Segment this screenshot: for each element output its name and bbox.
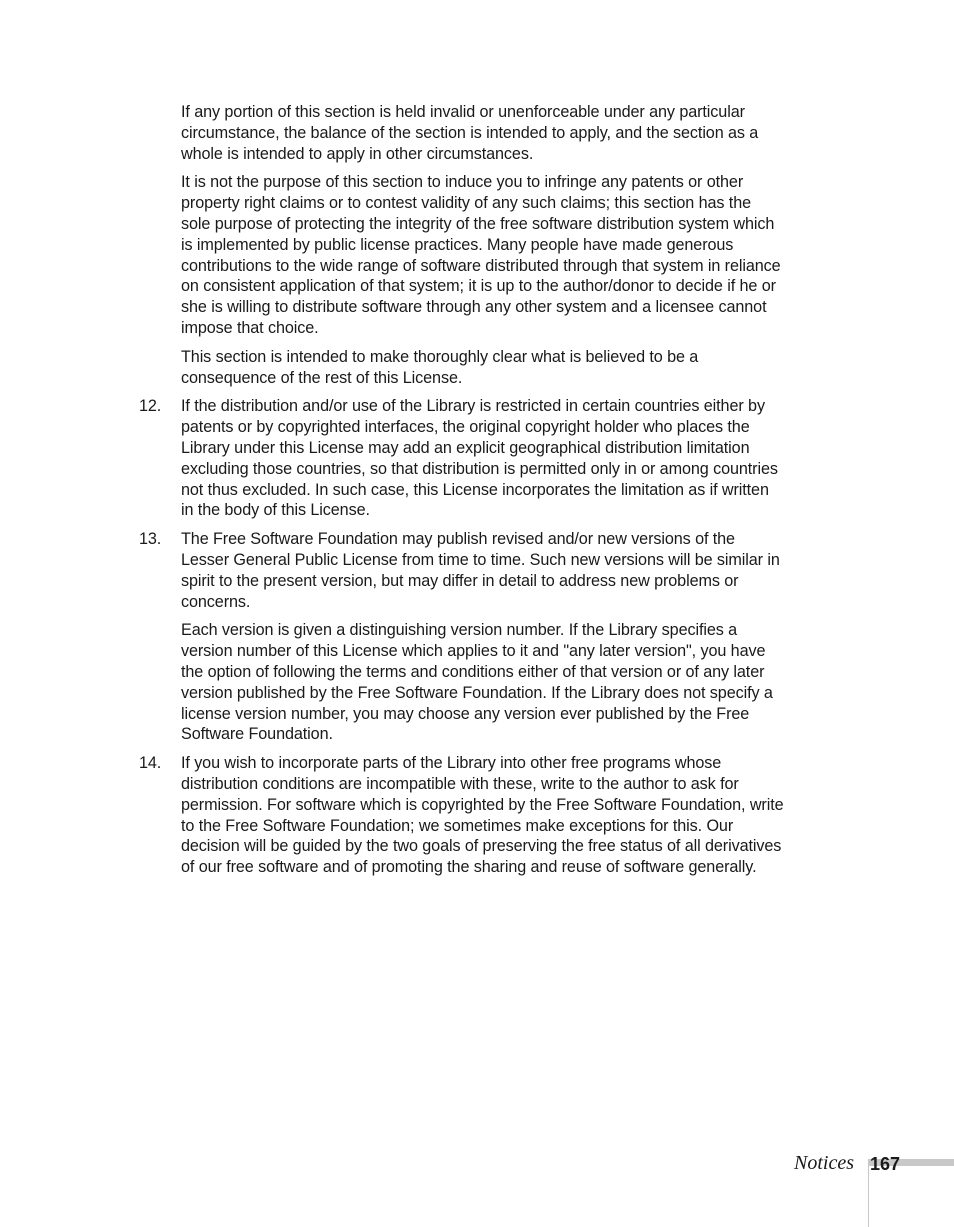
page-number: 167: [870, 1154, 901, 1174]
list-item-number: 13.: [139, 530, 162, 549]
list-item-text: If the distribution and/or use of the Library is restricted in certain countries either by patents or by copyrighted interfaces, the original copyright holder who places the Library under this License may add an explicit geographical distribution limitation excluding those countries, so that distribution is permitted only in or among countries not thus excluded. In such case, this License incorporates the limitation as if written in the body of this License.: [181, 397, 778, 520]
list-item-text: Each version is given a distinguishing version number. If the Library specifies a version number of this License which applies to it and "any later version", you have the option of following the terms and conditions either of that version or of any later version published by the Free Software Foundation. If the Library does not specify a license version number, you may choose any version ever published by the Free Software Foundation.: [181, 621, 773, 744]
list-item-number: 12.: [139, 397, 162, 416]
list-item-number: 14.: [139, 754, 162, 773]
footer-vertical-rule: [868, 1159, 869, 1227]
list-item-13: [139, 529, 784, 745]
footer-section-label: Notices: [794, 1152, 854, 1174]
document-body: [139, 102, 784, 886]
paragraph: It is not the purpose of this section to induce you to infringe any patents or other property right claims or to contest validity of any such claims; this section has the sole purpose of protecting the integrity of the free software distribution system which is implemented by public license practices. Many people have made generous contributions to the wide range of software distributed through that system in reliance on consistent application of that system; it is up to the author/donor to decide if he or she is willing to distribute software through any other system and a licensee cannot impose that choice.: [181, 173, 781, 337]
paragraph: If any portion of this section is held invalid or unenforceable under any particular circumstance, the balance of the section is intended to apply, and the section as a whole is intended to apply in other circumstances.: [181, 103, 759, 163]
list-item-12: [139, 396, 784, 521]
list-item-text: If you wish to incorporate parts of the Library into other free programs whose distribution conditions are incompatible with these, write to the author to ask for permission. For software which is copyrighted by the Free Software Foundation, write to the Free Software Foundation; we sometimes make exceptions for this. Our decision will be guided by the two goals of preserving the free status of all derivatives of our free software and of promoting the sharing and reuse of software generally.: [181, 754, 784, 877]
paragraph: This section is intended to make thoroughly clear what is believed to be a consequence of the rest of this License.: [181, 347, 699, 387]
list-item-text: The Free Software Foundation may publish revised and/or new versions of the Lesser General Public License from time to time. Such new versions will be similar in spirit to the present version, but may differ in detail to address new problems or concerns.: [181, 530, 780, 611]
list-item-14: [139, 753, 784, 878]
